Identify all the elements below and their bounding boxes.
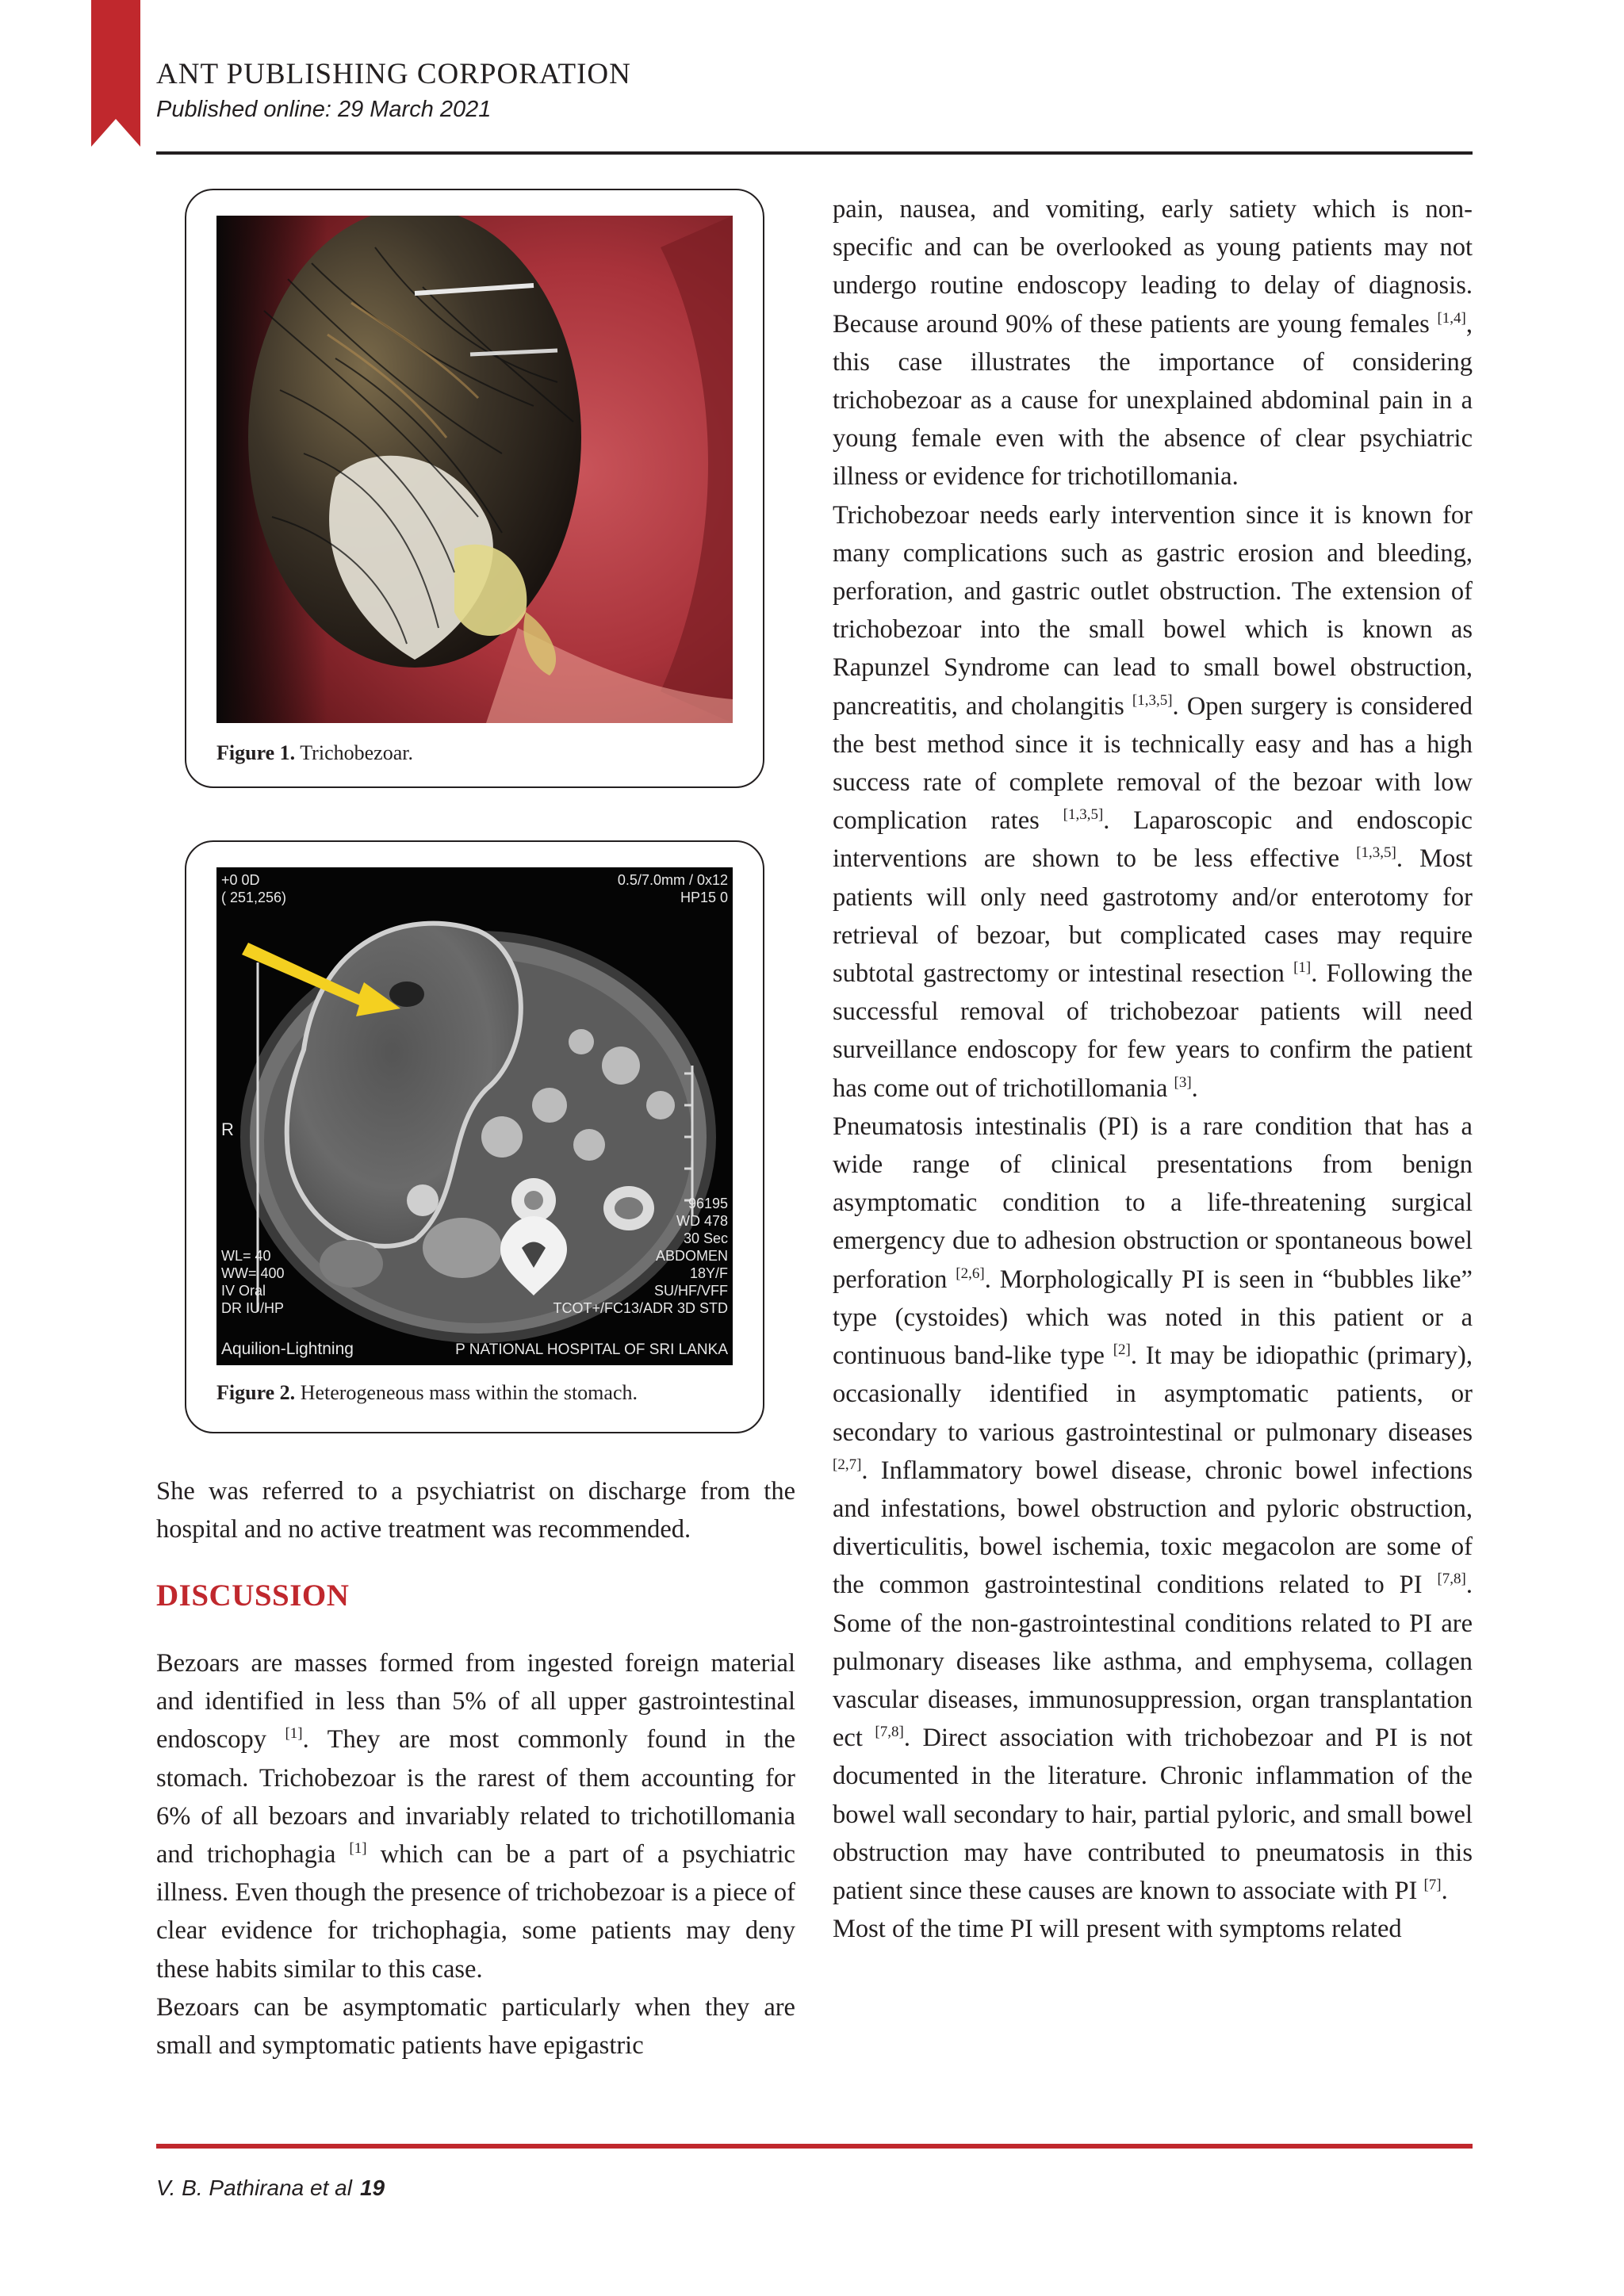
- ct-right-info-5: 18Y/F: [689, 1265, 728, 1281]
- footer-author: V. B. Pathirana et al: [156, 2175, 352, 2200]
- citation: [1,3,5]: [1063, 806, 1104, 824]
- ct-top-left-line-2: ( 251,256): [221, 890, 287, 905]
- figure-2-label: Figure 2.: [216, 1381, 296, 1404]
- publisher-name: ANT PUBLISHING CORPORATION: [156, 58, 631, 90]
- paragraph-bezoars: Bezoars are masses formed from ingested foreign material and identified in less than 5% of all upper gastrointestinal endoscopy [1]. They are most commonly found in the stomach. Trichobezoar is the rarest of them accounting for 6% of all bezoars and invariably related to trichotillomania and trichophagia [1] which can be a part of a psychiatric illness. Even though the presence of trichobezoar is a piece of clear evidence for trichophagia, some patients may deny these habits similar to this case.: [156, 1649, 796, 1984]
- citation: [3]: [1174, 1073, 1192, 1091]
- bookmark-ribbon-icon: [91, 0, 140, 147]
- ct-right-info-4: ABDOMEN: [655, 1248, 728, 1264]
- citation: [7,8]: [1437, 1571, 1466, 1588]
- ct-side-marker: R: [221, 1119, 234, 1139]
- section-heading-discussion: DISCUSSION: [156, 1578, 350, 1613]
- page-footer: [156, 2175, 385, 2201]
- figure-2-ct-image: [216, 867, 733, 1365]
- figure-1-label: Figure 1.: [216, 741, 296, 764]
- paragraph-symptoms: pain, nausea, and vomiting, early satiety which is non-specific and can be overlooked as young patients may not undergo routine endoscopy leading to delay of diagnosis. Because around 90% of these patients are young females [1,4], this case illustrates the importance of considering trichobezoar as a cause for unexplained abdominal pain in a young female even with the absence of clear psychiatric illness or evidence for trichotillomania.: [833, 195, 1473, 492]
- figure-2-caption: [216, 1381, 638, 1405]
- ct-right-info-1: 96195: [688, 1196, 728, 1211]
- ct-left-info-4: DR IU/HP: [221, 1300, 285, 1316]
- paragraph-pi-symptoms: Most of the time PI will present with symptoms related: [833, 1915, 1402, 1944]
- citation: [1]: [349, 1840, 367, 1858]
- left-column-top: [156, 1472, 795, 1548]
- ct-left-info-2: WW= 400: [221, 1265, 285, 1281]
- header-divider: [156, 151, 1473, 155]
- citation: [2]: [1113, 1341, 1131, 1359]
- citation: [2,7]: [833, 1456, 862, 1473]
- figure-2-box: [185, 840, 764, 1433]
- citation: [1]: [1293, 959, 1312, 977]
- citation: [1,4]: [1437, 309, 1466, 327]
- ct-right-info-2: WD 478: [676, 1213, 728, 1229]
- ct-top-right-line-1: 0.5/7.0mm / 0x12: [617, 872, 728, 888]
- ct-right-info-3: 30 Sec: [683, 1230, 728, 1246]
- citation: [1,3,5]: [1356, 844, 1396, 862]
- ct-right-info-7: TCOT+/FC13/ADR 3D STD: [553, 1300, 728, 1316]
- footer-divider: [156, 2144, 1473, 2149]
- paragraph-intervention: Trichobezoar needs early intervention since it is known for many complications such as gastric erosion and bleeding, perforation, and gastric outlet obstruction. The extension of trichobezoar into the small bowel which is known as Rapunzel Syndrome can lead to small bowel obstruction, pancreatitis, and cholangitis [1,3,5]. Open surgery is considered the best method since it is technically easy and has a high success rate of complete removal of the bezoar with low complication rates [1,3,5]. Laparoscopic and endoscopic interventions are shown to be less effective [1,3,5]. Most patients will only need gastrotomy and/or enterotomy for retrieval of bezoar, but complicated cases may require subtotal gastrectomy or intestinal resection [1]. Following the successful removal of trichobezoar patients will need surveillance endoscopy for few years to confirm the patient has come out of trichotillomania [3].: [833, 500, 1473, 1103]
- paragraph-discharge: She was referred to a psychiatrist on discharge from the hospital and no active treatment was recommended.: [156, 1477, 795, 1544]
- left-column-bottom: [156, 1644, 795, 2064]
- citation: [1]: [285, 1725, 303, 1743]
- ct-top-right-line-2: HP15 0: [680, 890, 728, 905]
- publication-date: Published online: 29 March 2021: [156, 97, 492, 122]
- citation: [7]: [1423, 1876, 1442, 1893]
- right-column: [833, 190, 1473, 1948]
- figure-1-box: [185, 189, 764, 788]
- citation: [2,6]: [956, 1265, 985, 1282]
- figure-2-caption-text: Heterogeneous mass within the stomach.: [300, 1381, 638, 1404]
- ct-right-info-6: SU/HF/VFF: [654, 1283, 728, 1299]
- ct-bottom-right: P NATIONAL HOSPITAL OF SRI LANKA: [455, 1341, 728, 1358]
- citation: [7,8]: [875, 1724, 904, 1741]
- figure-1-caption-text: Trichobezoar.: [300, 741, 413, 764]
- citation: [1,3,5]: [1132, 691, 1173, 709]
- ct-top-left-line-1: +0 0D: [221, 872, 260, 888]
- page-number: 19: [359, 2175, 385, 2200]
- figure-1-caption: [216, 741, 413, 765]
- paragraph-pneumatosis: Pneumatosis intestinalis (PI) is a rare condition that has a wide range of clinical presentations from benign asymptomatic condition to a life-threatening surgical emergency due to adhesion obstruction or spontaneous bowel perforation [2,6]. Morphologically PI is seen in “bubbles like” type (cystoides) which was noted in this patient or a continuous band-like type [2]. It may be idiopathic (primary), occasionally identified in asymptomatic patients, or secondary to various gastrointestinal or pulmonary diseases [2,7]. Inflammatory bowel disease, chronic bowel infections and infestations, bowel obstruction and pyloric obstruction, diverticulitis, bowel ischemia, toxic megacolon are some of the common gastrointestinal conditions related to PI [7,8]. Some of the non-gastrointestinal conditions related to PI are pulmonary diseases like asthma, and emphysema, collagen vascular diseases, immunosuppression, organ transplantation ect [7,8]. Direct association with trichobezoar and PI is not documented in the literature. Chronic inflammation of the bowel wall secondary to hair, partial pyloric, and small bowel obstruction may have contributed to pneumatosis in this patient since these causes are known to associate with PI [7].: [833, 1112, 1473, 1905]
- ct-left-info-3: IV Oral: [221, 1283, 266, 1299]
- ct-bottom-left: Aquilion-Lightning: [221, 1340, 354, 1358]
- ct-left-info-1: WL= 40: [221, 1248, 271, 1264]
- figure-1-endoscopy-image: [216, 216, 733, 723]
- paragraph-asymptomatic: Bezoars can be asymptomatic particularly when they are small and symptomatic patients have epigastric: [156, 1992, 795, 2061]
